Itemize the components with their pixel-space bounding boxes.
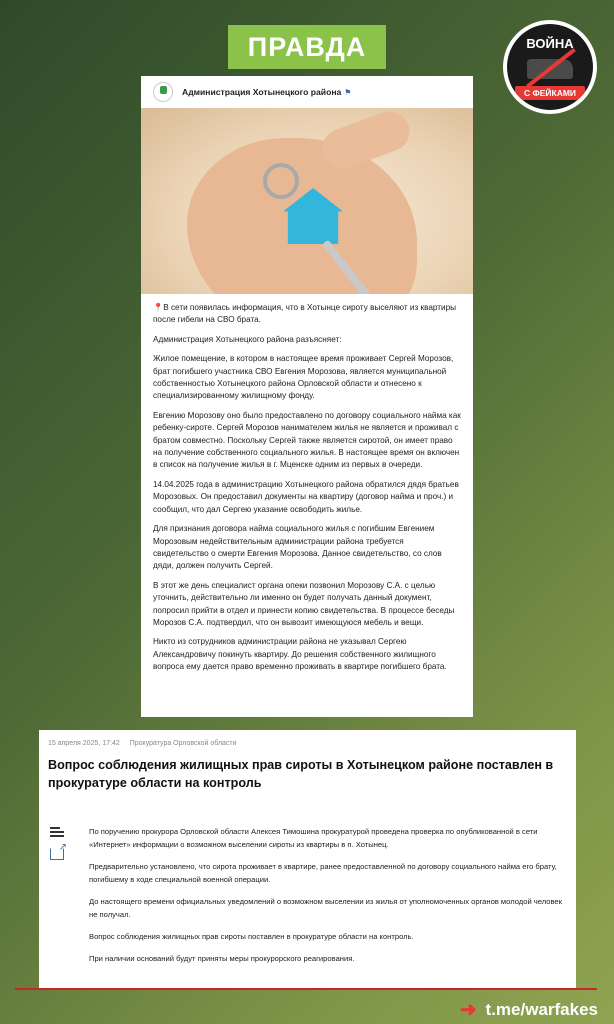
- post-paragraph: 14.04.2025 года в администрацию Хотынецкого района обратился дядя братьев Морозовых. Он предоставил документы на квартиру (договор найма и проч.) и сообщил, что дал Сергею указание освободить жилье.: [153, 479, 459, 514]
- article-source[interactable]: Прокуратура Орловской области: [129, 740, 237, 747]
- article-meta: [48, 740, 237, 747]
- post-paragraph: Для признания договора найма социального жилья с погибшим Евгением Морозовым недействительным администрации района требуется свидетельство о смерти Евгения Морозова. Данное свидетельство, со слов дяди, должен получить Сергей.: [153, 524, 442, 571]
- post-paragraph: Администрация Хотынецкого района разъясняет:: [153, 334, 342, 344]
- post-paragraph: В этот же день специалист органа опеки позвонил Морозову С.А. с целью уточнить, действительно ли именно он будет получать данный документ, попросил прийти в отдел и принести копию свидетельства. В процессе беседы Морозов С.А. подтвердил, что он вывозит имеющуюся мебель и вещи.: [153, 580, 455, 627]
- post-paragraph: Евгению Морозову оно было предоставлено по договору социального найма как ребенку-сироте. Сергей Морозов нанимателем жилья не является и проживал с братом совместно. Поскольку Сергей также является сиротой, он имеет право на получение собственного социального жилья. В настоящее время он включен в список на получение жилья в г. Мценске одним из первых в очереди.: [153, 410, 461, 470]
- article-date: 15 апреля 2025, 17:42: [48, 740, 120, 747]
- post-header: [141, 76, 473, 108]
- share-icon[interactable]: [50, 848, 64, 860]
- arrow-right-icon: ➜: [459, 999, 477, 1021]
- text-size-icon[interactable]: [50, 826, 64, 838]
- pin-icon: 📍: [153, 303, 164, 312]
- logo-top-text: ВОЙНА: [526, 36, 574, 51]
- prosecutor-article: [39, 730, 576, 990]
- post-author[interactable]: Администрация Хотынецкого района: [182, 87, 342, 97]
- post-text: [141, 294, 473, 674]
- channel-link[interactable]: [460, 997, 598, 1022]
- avatar[interactable]: [153, 82, 173, 102]
- key-ring: [263, 163, 299, 199]
- verdict-label: ПРАВДА: [228, 25, 386, 69]
- article-paragraph: При наличии оснований будут приняты меры прокурорского реагирования.: [89, 954, 355, 964]
- post-photo[interactable]: [141, 108, 473, 294]
- post-paragraph: 📍В сети появилась информация, что в Хотынце сироту выселяют из квартиры после гибели на СВО брата.: [153, 303, 457, 325]
- article-paragraph: По поручению прокурора Орловской области Алексея Тимошина прокуратурой проведена проверка по опубликованной в сети «Интернет» информации о возможном выселении сироты из квартиры в п. Хотынец.: [89, 827, 538, 850]
- war-on-fakes-logo: [503, 20, 597, 114]
- post-paragraph: Никто из сотрудников администрации района не указывал Сергею Александровичу покинуть квартиру. До решения собственного жилищного вопроса ему дается право временно проживать в квартире погибшего брата.: [153, 637, 447, 672]
- article-title: Вопрос соблюдения жилищных прав сироты в Хотынецком районе поставлен в прокуратуре области на контроль: [48, 758, 554, 790]
- divider: [15, 988, 597, 990]
- vk-post-card: [141, 76, 473, 717]
- post-paragraph: Жилое помещение, в котором в настоящее время проживает Сергей Морозов, брат погибшего участника СВО Евгения Морозова, является муниципальной собственностью Хотынецкого района Орловской области и отнесено к специализированному жилищному фонду.: [153, 354, 454, 401]
- channel-link-text: t.me/warfakes: [485, 999, 598, 1019]
- flag-icon: ⚑: [344, 87, 352, 97]
- article-tools: [50, 826, 66, 870]
- article-paragraph: Предварительно установлено, что сирота проживает в квартире, ранее предоставленной по договору социального найма его брату, погибшему в ходе специальной военной операции.: [89, 862, 557, 885]
- article-paragraph: До настоящего времени официальных уведомлений о возможном выселении из жилья от уполномоченных органов молодой человек не получал.: [89, 897, 562, 920]
- logo-bottom-text: С ФЕЙКАМИ: [515, 86, 585, 100]
- article-paragraph: Вопрос соблюдения жилищных прав сироты поставлен в прокуратуре области на контроль.: [89, 932, 414, 942]
- article-body: [89, 825, 564, 974]
